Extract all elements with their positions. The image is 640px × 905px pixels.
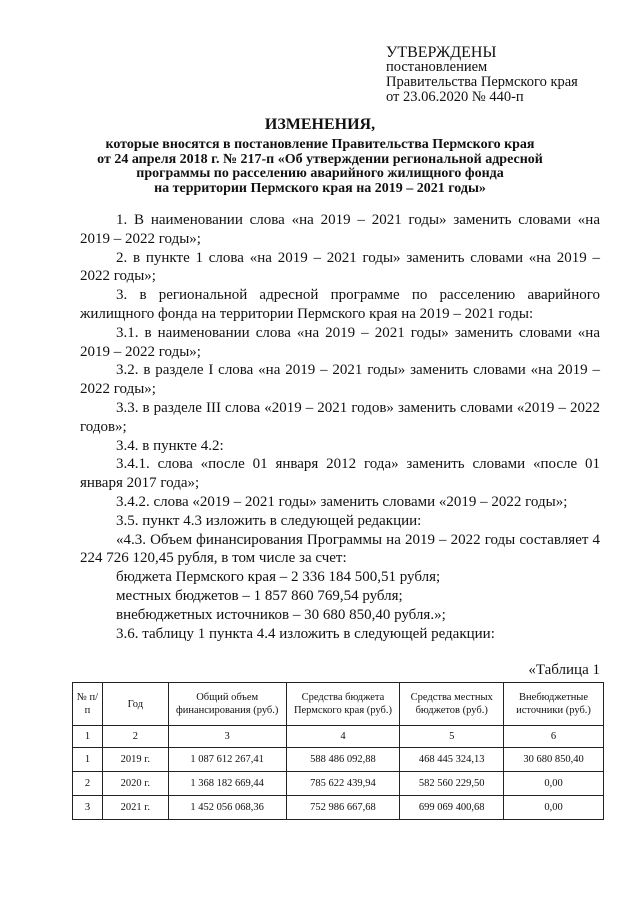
paragraph: 2. в пункте 1 слова «на 2019 – 2021 годы» заменить словами «на 2019 – 2022 годы»; xyxy=(80,249,600,285)
paragraph: бюджета Пермского края – 2 336 184 500,51 рубля; xyxy=(116,569,441,586)
subtitle-line: программы по расселению аварийного жилищного фонда xyxy=(136,166,504,181)
document-title: ИЗМЕНЕНИЯ, xyxy=(264,116,376,133)
table-caption: «Таблица 1 xyxy=(528,662,600,678)
paragraph: «4.3. Объем финансирования Программы на 2019 – 2022 годы составляет 4 224 726 120,45 рубля, в том числе за счет: xyxy=(80,531,600,567)
column-header: Средства местных бюджетов (руб.) xyxy=(400,683,504,726)
column-header: Внебюджетные источники (руб.) xyxy=(504,683,604,726)
document-subtitle xyxy=(60,138,580,196)
column-number: 6 xyxy=(504,726,604,748)
table-cell: 785 622 439,94 xyxy=(286,772,400,796)
table-header-row xyxy=(73,683,604,726)
paragraph: 3.4.1. слова «после 01 января 2012 года» заменить словами «после 01 января 2017 года»; xyxy=(80,456,600,492)
table-cell: 2 xyxy=(73,772,103,796)
paragraph: 1. В наименовании слова «на 2019 – 2021 годы» заменить словами «на 2019 – 2022 годы»; xyxy=(80,212,600,247)
subtitle-line: которые вносятся в постановление Правительства Пермского края xyxy=(105,137,535,152)
table-row xyxy=(73,748,604,772)
subtitle-line: от 24 апреля 2018 г. № 217-п «Об утверждении региональной адресной xyxy=(97,151,543,167)
table-cell: 699 069 400,68 xyxy=(400,796,504,820)
paragraph: внебюджетных источников – 30 680 850,40 рубля.»; xyxy=(116,606,446,623)
table-cell: 0,00 xyxy=(504,796,604,820)
column-number: 1 xyxy=(73,726,103,748)
table-cell: 468 445 324,13 xyxy=(400,748,504,772)
column-number-row xyxy=(73,726,604,748)
table-cell: 582 560 229,50 xyxy=(400,772,504,796)
table-cell: 2019 г. xyxy=(102,748,168,772)
column-number: 5 xyxy=(400,726,504,748)
approval-line: постановлением xyxy=(386,59,488,75)
paragraph: 3.4. в пункте 4.2: xyxy=(116,437,224,454)
paragraph: 3. в региональной адресной программе по расселению аварийного жилищного фонда на территории Пермского края на 2019 – 2021 годы: xyxy=(80,287,600,322)
document-body xyxy=(80,211,600,643)
approval-line: от 23.06.2020 № 440-п xyxy=(386,89,524,105)
financing-table xyxy=(72,682,604,820)
table-cell: 30 680 850,40 xyxy=(504,748,604,772)
column-header: Средства бюджета Пермского края (руб.) xyxy=(286,683,400,726)
table-cell: 2021 г. xyxy=(102,796,168,820)
column-header: Год xyxy=(102,683,168,726)
table-cell: 1 368 182 669,44 xyxy=(168,772,286,796)
paragraph: местных бюджетов – 1 857 860 769,54 рубля; xyxy=(116,587,403,604)
column-number: 3 xyxy=(168,726,286,748)
column-header: № п/п xyxy=(73,683,103,726)
column-number: 4 xyxy=(286,726,400,748)
table-row xyxy=(73,772,604,796)
table-cell: 3 xyxy=(73,796,103,820)
column-header: Общий объем финансирования (руб.) xyxy=(168,683,286,726)
table-cell: 588 486 092,88 xyxy=(286,748,400,772)
column-number: 2 xyxy=(102,726,168,748)
table-row xyxy=(73,796,604,820)
table-cell: 1 452 056 068,36 xyxy=(168,796,286,820)
table-cell: 2020 г. xyxy=(102,772,168,796)
paragraph: 3.3. в разделе III слова «2019 – 2021 годов» заменить словами «2019 – 2022 годов»; xyxy=(80,399,600,435)
table-cell: 752 986 667,68 xyxy=(286,796,400,820)
approval-heading: УТВЕРЖДЕНЫ xyxy=(386,44,497,61)
paragraph: 3.5. пункт 4.3 изложить в следующей редакции: xyxy=(116,512,422,529)
paragraph: 3.4.2. слова «2019 – 2021 годы» заменить словами «2019 – 2022 годы»; xyxy=(116,493,568,510)
table-cell: 1 xyxy=(73,748,103,772)
approval-line: Правительства Пермского края xyxy=(386,74,578,90)
paragraph: 3.1. в наименовании слова «на 2019 – 2021 годы» заменить словами «на 2019 – 2022 годы»; xyxy=(80,324,600,360)
table-cell: 0,00 xyxy=(504,772,604,796)
approval-block xyxy=(386,45,578,105)
subtitle-line: на территории Пермского края на 2019 – 2021 годы» xyxy=(154,180,486,196)
paragraph: 3.6. таблицу 1 пункта 4.4 изложить в следующей редакции: xyxy=(116,625,495,642)
paragraph: 3.2. в разделе I слова «на 2019 – 2021 годы» заменить словами «на 2019 – 2022 годы»; xyxy=(80,362,600,398)
table-cell: 1 087 612 267,41 xyxy=(168,748,286,772)
